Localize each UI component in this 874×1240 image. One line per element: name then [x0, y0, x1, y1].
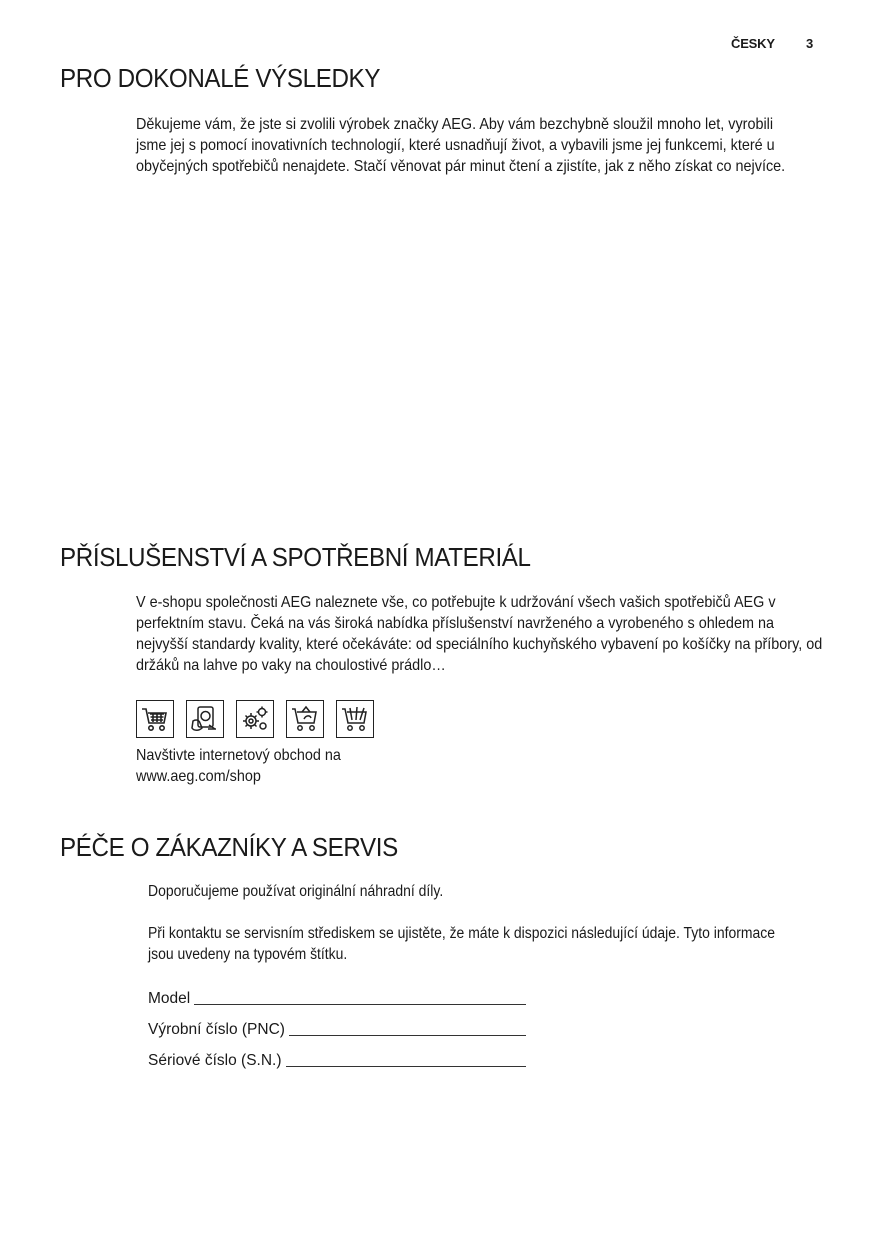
pnc-field: [148, 1017, 526, 1039]
section-title-accessories: PŘÍSLUŠENSTVÍ A SPOTŘEBNÍ MATERIÁL: [60, 542, 531, 572]
model-label: Model: [148, 990, 191, 1007]
section-title-service: PÉČE O ZÁKAZNÍKY A SERVIS: [60, 832, 398, 862]
shop-paragraph: V e-shopu společnosti AEG naleznete vše, co potřebujte k udržování všech vašich spotřebičů AEG v perfektním stavu. Čeká na vás široká nabídka příslušenství navrženého a vyrobeného s ohledem na nejvyšší standardy kvality, které očekáváte: od speciálního kuchyňského vybavení po košíčky na příbory, od držáků na lahve po vaky na choulostivé prádlo…: [136, 594, 823, 674]
pnc-label: Výrobní číslo (PNC): [148, 1021, 285, 1038]
cart-with-goods-icon: [286, 700, 324, 738]
language-label: ČESKY: [731, 36, 775, 51]
visit-line: Navštivte internetový obchod na: [136, 747, 341, 764]
parts-recommendation: Doporučujeme používat originální náhradní díly.: [148, 883, 444, 900]
serial-number-field: [148, 1048, 526, 1070]
shop-icon-row: [136, 700, 374, 738]
cart-with-tools-icon: [336, 700, 374, 738]
shop-link[interactable]: www.aeg.com/shop: [136, 768, 261, 785]
serial-number-label: Sériové číslo (S.N.): [148, 1052, 282, 1069]
page-number: 3: [806, 36, 814, 51]
intro-paragraph: Děkujeme vám, že jste si zvolili výrobek značky AEG. Aby vám bezchybně sloužil mnoho let, vyrobili jsme jej s pomocí inovativních technologií, které usnadňují život, a vybavili jsme jej funkcemi, které u obyčejných spotřebičů nenajdete. Stačí věnovat pár minut čtení a zjistíte, jak z něho získat co nejvíce.: [136, 116, 786, 175]
contact-info-paragraph: Při kontaktu se servisním střediskem se ujistěte, že máte k dispozici následující údaje. Tyto informace jsou uvedeny na typovém štítku.: [148, 925, 775, 963]
gear-parts-icon: [236, 700, 274, 738]
serial-number-blank-line: [286, 1066, 526, 1067]
shopping-cart-icon: [136, 700, 174, 738]
visit-shop-text: [136, 745, 406, 787]
model-blank-line: [194, 1004, 526, 1005]
section-title-results: PRO DOKONALÉ VÝSLEDKY: [60, 63, 381, 93]
cleaning-products-icon: [186, 700, 224, 738]
pnc-blank-line: [289, 1035, 526, 1036]
model-field: [148, 986, 526, 1008]
